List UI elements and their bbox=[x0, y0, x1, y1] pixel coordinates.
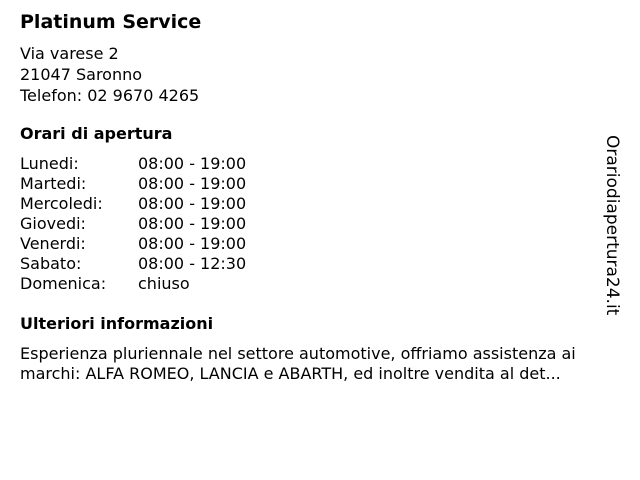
hours-day: Martedi: bbox=[20, 174, 87, 193]
opening-hours-heading: Orari di apertura bbox=[20, 124, 173, 143]
hours-day: Lunedi: bbox=[20, 154, 79, 173]
business-description: Esperienza pluriennale nel settore automotive, offriamo assistenza ai marchi: ALFA ROMEO, LANCIA e ABARTH, ed inoltre vendita al det... bbox=[20, 344, 576, 383]
hours-time: 08:00 - 19:00 bbox=[138, 194, 247, 213]
hours-time: chiuso bbox=[138, 274, 190, 293]
hours-day: Sabato: bbox=[20, 254, 82, 273]
address-city: 21047 Saronno bbox=[20, 65, 143, 84]
address-block bbox=[20, 43, 199, 106]
more-info-heading: Ulteriori informazioni bbox=[20, 314, 214, 333]
hours-time: 08:00 - 19:00 bbox=[138, 214, 247, 233]
hours-day: Giovedi: bbox=[20, 214, 86, 233]
hours-time: 08:00 - 19:00 bbox=[138, 234, 247, 253]
hours-day: Domenica: bbox=[20, 274, 107, 293]
site-watermark: Orariodiapertura24.it bbox=[602, 135, 622, 316]
phone-number: Telefon: 02 9670 4265 bbox=[20, 86, 200, 105]
hours-time: 08:00 - 12:30 bbox=[138, 254, 247, 273]
business-name: Platinum Service bbox=[20, 11, 202, 33]
hours-time: 08:00 - 19:00 bbox=[138, 174, 247, 193]
hours-time: 08:00 - 19:00 bbox=[138, 154, 247, 173]
hours-day: Venerdi: bbox=[20, 234, 86, 253]
address-street: Via varese 2 bbox=[20, 44, 119, 63]
hours-day: Mercoledi: bbox=[20, 194, 103, 213]
